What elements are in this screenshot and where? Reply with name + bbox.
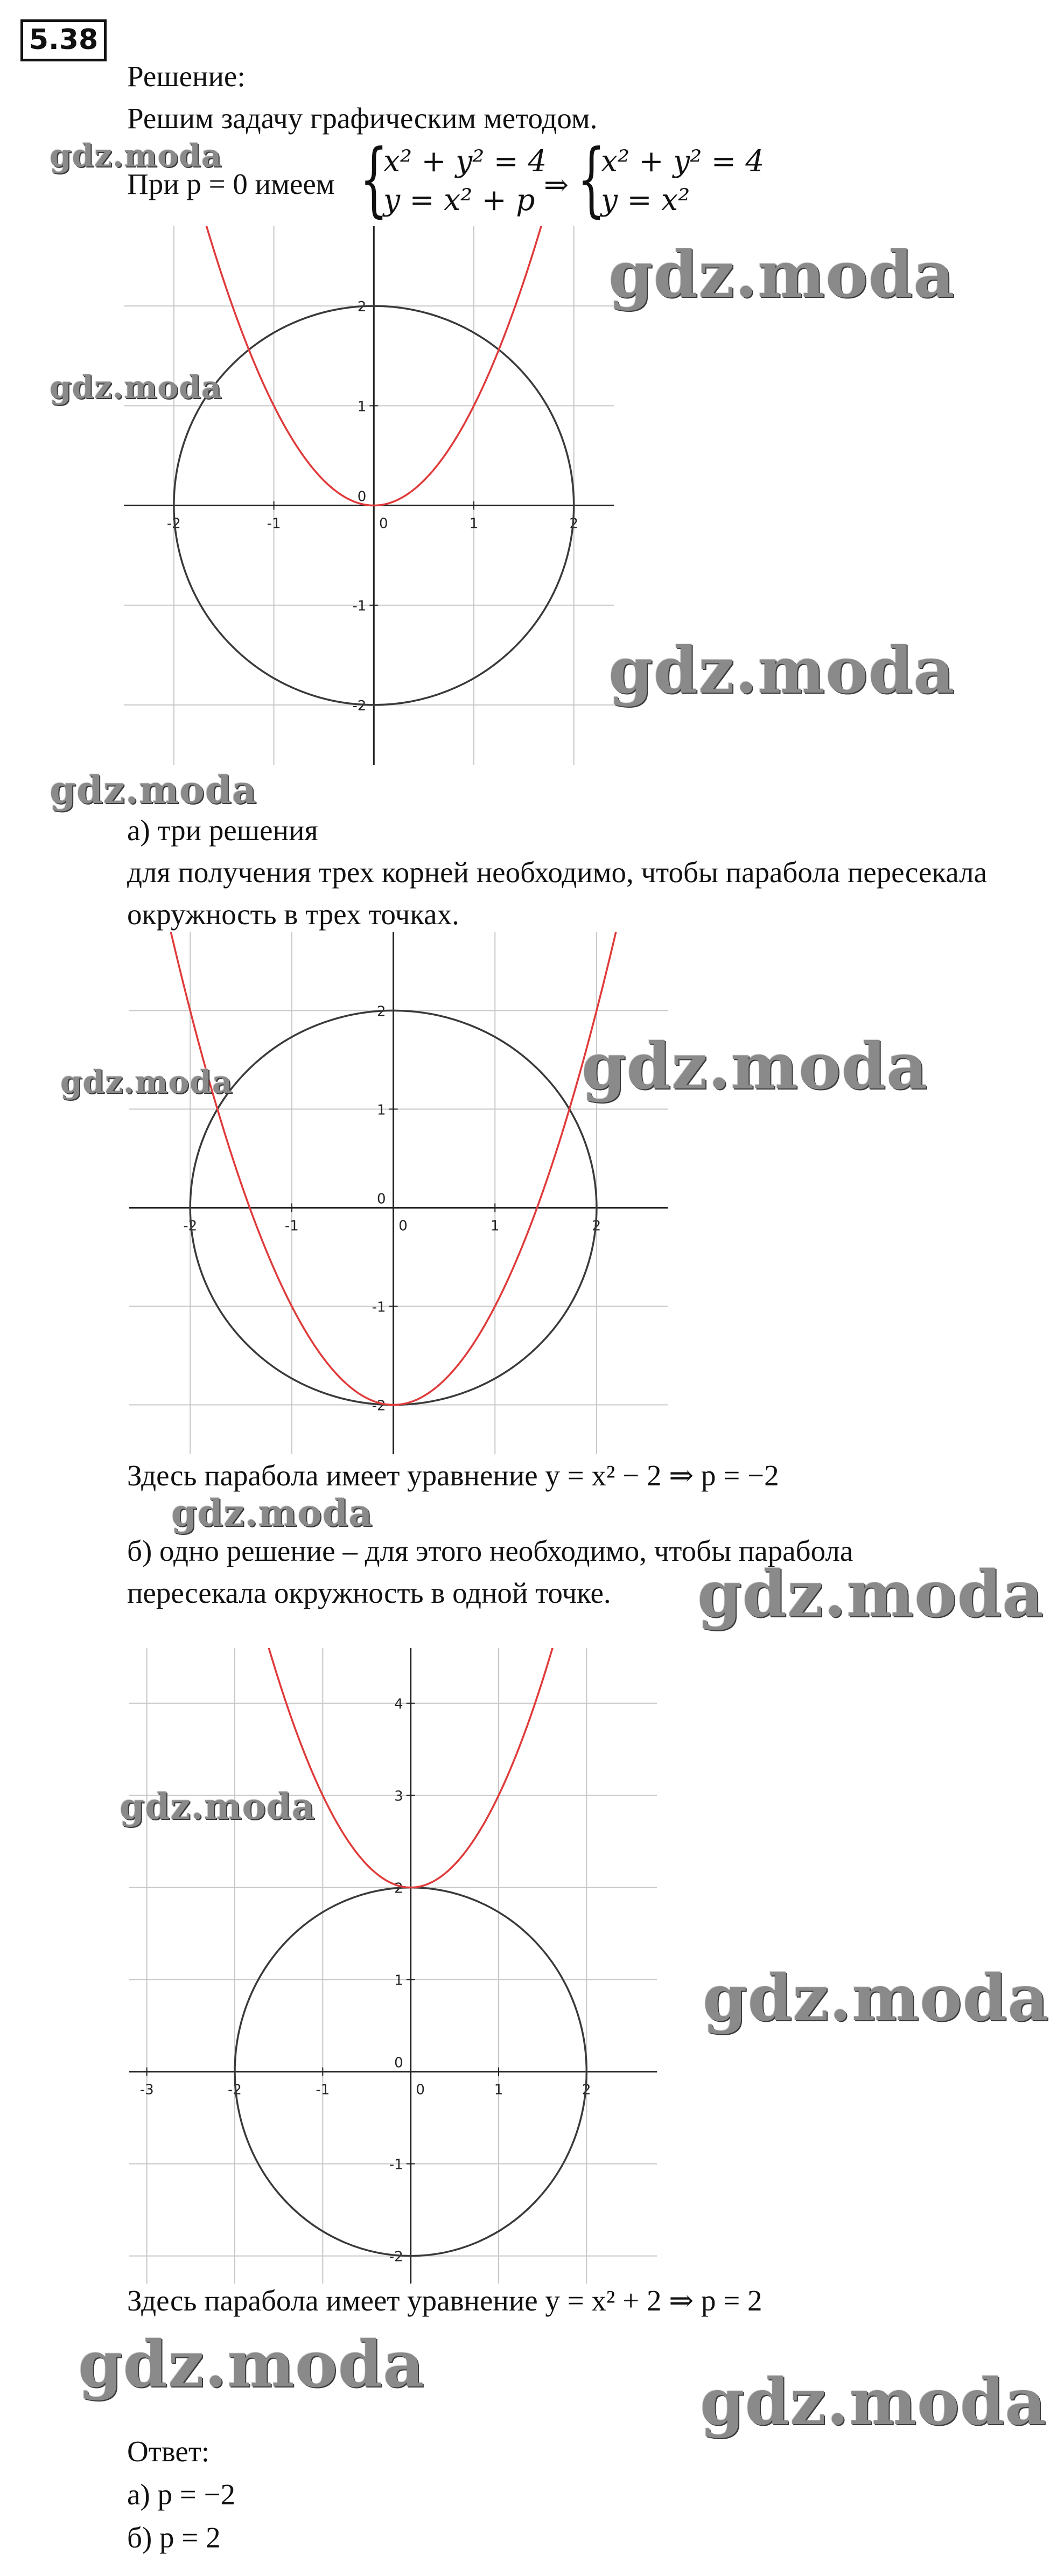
x-tick-label: 1 — [490, 1218, 500, 1234]
watermark: gdz.moda — [120, 1785, 316, 1827]
x-tick-label: 0 — [416, 2082, 425, 2098]
origin-label: 0 — [357, 488, 367, 505]
answer-a: а) p = −2 — [127, 2478, 236, 2511]
watermark: gdz.moda — [703, 1960, 1049, 2035]
problem-number: 5.38 — [20, 19, 107, 61]
brace-left-2: { — [577, 132, 606, 226]
chart-p0 — [124, 226, 614, 765]
y-tick-label: -1 — [389, 2156, 403, 2173]
part-a-result: Здесь парабола имеет уравнение y = x² − 2 ⇒ p = −2 — [127, 1459, 779, 1492]
x-tick-label: -2 — [183, 1218, 198, 1234]
origin-label: 0 — [394, 2055, 403, 2071]
y-tick-label: -1 — [372, 1299, 386, 1316]
y-tick-label: -1 — [352, 598, 367, 615]
y-tick-label: 2 — [357, 299, 367, 316]
p0-prefix: При p = 0 имеем — [127, 167, 335, 200]
system2-eq1: x² + y² = 4 — [601, 144, 765, 178]
implies-arrow: ⇒ — [544, 169, 569, 201]
chart-p-minus-2 — [129, 932, 668, 1454]
watermark: gdz.moda — [50, 369, 222, 406]
x-tick-label: 0 — [379, 515, 388, 532]
y-tick-label: 1 — [377, 1102, 386, 1119]
part-a-title: а) три решения — [127, 814, 318, 847]
x-tick-label: -1 — [316, 2082, 330, 2098]
watermark: gdz.moda — [78, 2327, 425, 2402]
x-tick-label: 2 — [582, 2082, 591, 2098]
answer-b: б) p = 2 — [127, 2521, 221, 2554]
origin-label: 0 — [377, 1191, 386, 1207]
watermark: gdz.moda — [608, 633, 955, 708]
watermark: gdz.moda — [171, 1492, 373, 1535]
brace-left-1: { — [360, 132, 388, 226]
x-tick-label: 2 — [569, 515, 578, 532]
method-line: Решим задачу графическим методом. — [127, 102, 598, 135]
y-tick-label: -2 — [352, 697, 367, 714]
watermark: gdz.moda — [582, 1029, 928, 1104]
watermark: gdz.moda — [50, 767, 257, 812]
y-tick-label: 2 — [394, 1880, 403, 1897]
x-tick-label: -2 — [228, 2082, 242, 2098]
x-tick-label: -3 — [139, 2082, 154, 2098]
watermark: gdz.moda — [50, 137, 222, 174]
part-b-line2: пересекала окружность в одной точке. — [127, 1576, 611, 1609]
y-tick-label: -2 — [389, 2249, 403, 2265]
watermark: gdz.moda — [60, 1064, 233, 1100]
part-b-line1: б) одно решение – для этого необходимо, чтобы парабола — [127, 1534, 853, 1567]
answer-label: Ответ: — [127, 2435, 210, 2468]
x-tick-label: 2 — [592, 1218, 601, 1234]
watermark: gdz.moda — [700, 2364, 1047, 2439]
watermark: gdz.moda — [608, 237, 955, 312]
system1-eq1: x² + y² = 4 — [383, 144, 547, 178]
x-tick-label: -2 — [166, 515, 181, 532]
x-tick-label: 0 — [398, 1218, 408, 1234]
y-tick-label: 1 — [394, 1972, 403, 1989]
y-tick-label: 1 — [357, 399, 367, 415]
part-b-result: Здесь парабола имеет уравнение y = x² + 2 ⇒ p = 2 — [127, 2284, 762, 2317]
chart-p2 — [129, 1648, 657, 2284]
part-a-line1: для получения трех корней необходимо, чтобы парабола пересекала — [127, 856, 988, 889]
x-tick-label: -1 — [284, 1218, 299, 1234]
y-tick-label: 4 — [394, 1696, 403, 1713]
system2-eq2: y = x² — [601, 183, 690, 217]
solution-label: Решение: — [127, 60, 246, 93]
system1-eq2: y = x² + p — [383, 183, 535, 217]
y-tick-label: -2 — [372, 1398, 386, 1414]
x-tick-label: 1 — [494, 2082, 503, 2098]
watermark: gdz.moda — [697, 1556, 1044, 1631]
x-tick-label: -1 — [267, 515, 281, 532]
y-tick-label: 3 — [394, 1788, 403, 1805]
part-a-line2: окружность в трех точках. — [127, 898, 459, 931]
x-tick-label: 1 — [469, 515, 479, 532]
y-tick-label: 2 — [377, 1003, 386, 1020]
